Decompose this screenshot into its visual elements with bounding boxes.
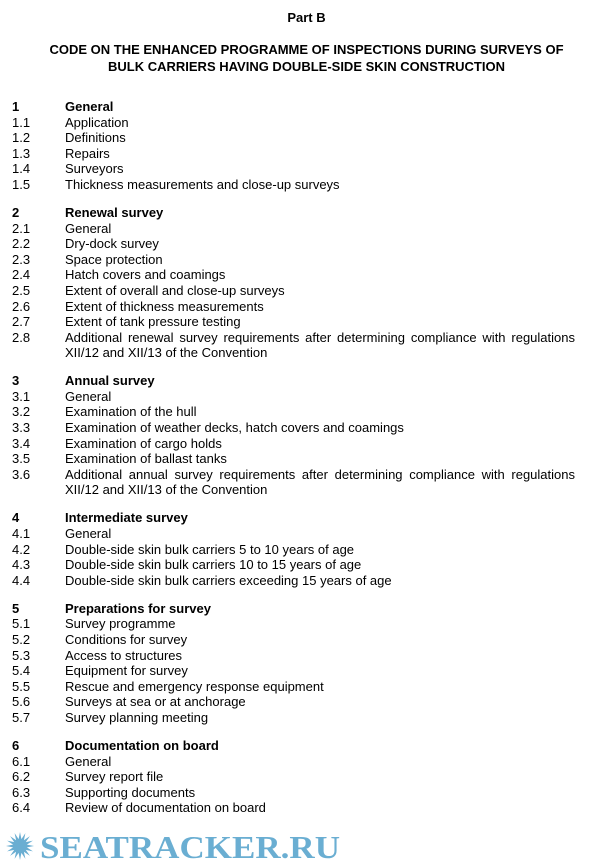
- item-text: Thickness measurements and close-up surveys: [65, 176, 340, 192]
- item-text: Surveys at sea or at anchorage: [65, 694, 246, 710]
- item-text: Examination of the hull: [65, 404, 197, 420]
- toc-item: [12, 769, 575, 785]
- item-number: 5.6: [12, 694, 31, 710]
- item-number: 5.5: [12, 678, 31, 694]
- part-heading: Part B: [287, 10, 326, 25]
- item-text: Dry-dock survey: [65, 236, 159, 252]
- item-number: 5.1: [12, 616, 31, 632]
- item-text: Surveyors: [65, 161, 124, 177]
- item-number: 5.2: [12, 631, 31, 647]
- section-title: Documentation on board: [65, 737, 219, 753]
- item-number: 4.2: [12, 541, 31, 557]
- item-text: Space protection: [65, 251, 163, 267]
- toc-item: [12, 800, 575, 816]
- toc-item: [12, 467, 575, 498]
- item-text: Double-side skin bulk carriers 5 to 10 years of age: [65, 541, 355, 557]
- section-title: Annual survey: [65, 373, 155, 389]
- item-number: 4.1: [12, 526, 31, 542]
- table-of-contents: [12, 99, 575, 828]
- document-title: [20, 41, 593, 75]
- item-number: 6.1: [12, 753, 31, 769]
- section-number: 6: [12, 737, 20, 753]
- section-heading: [12, 738, 575, 754]
- item-number: 2.5: [12, 282, 31, 298]
- toc-item: [12, 694, 575, 710]
- section-heading: [12, 510, 575, 526]
- item-text: Review of documentation on board: [65, 800, 266, 816]
- item-number: 1.4: [12, 161, 31, 177]
- item-number: 3.3: [12, 420, 31, 436]
- item-text: Examination of ballast tanks: [65, 451, 227, 467]
- item-text: Examination of cargo holds: [65, 435, 222, 451]
- toc-item: [12, 314, 575, 330]
- toc-section: [12, 601, 575, 726]
- item-number: 4.3: [12, 557, 31, 573]
- section-title: Intermediate survey: [65, 510, 188, 526]
- section-number: 3: [12, 373, 20, 389]
- section-heading: [12, 99, 575, 115]
- watermark-text: SEATRACKER.RU: [40, 831, 340, 860]
- toc-item: [12, 451, 575, 467]
- item-number: 1.5: [12, 176, 31, 192]
- toc-item: [12, 679, 575, 695]
- toc-section: [12, 205, 575, 361]
- item-number: 2.6: [12, 298, 31, 314]
- item-number: 1.3: [12, 145, 31, 161]
- item-number: 6.3: [12, 784, 31, 800]
- item-text: Double-side skin bulk carriers 10 to 15 years of age: [65, 557, 362, 573]
- item-text: Rescue and emergency response equipment: [65, 678, 324, 694]
- item-number: 1.1: [12, 114, 31, 130]
- toc-item: [12, 177, 575, 193]
- section-number: 4: [12, 510, 20, 526]
- item-number: 3.1: [12, 388, 31, 404]
- toc-item: [12, 616, 575, 632]
- title-line: BULK CARRIERS HAVING DOUBLE-SIDE SKIN CONSTRUCTION: [108, 59, 505, 74]
- toc-item: [12, 283, 575, 299]
- toc-item: [12, 161, 575, 177]
- item-text: Survey planning meeting: [65, 709, 209, 725]
- item-number: 3.5: [12, 451, 31, 467]
- toc-item: [12, 754, 575, 770]
- item-text: General: [65, 388, 112, 404]
- item-text: Conditions for survey: [65, 631, 188, 647]
- toc-item: [12, 146, 575, 162]
- toc-item: [12, 252, 575, 268]
- item-text: Extent of thickness measurements: [65, 298, 264, 314]
- toc-item: [12, 526, 575, 542]
- toc-item: [12, 130, 575, 146]
- toc-item: [12, 236, 575, 252]
- item-number: 3.2: [12, 404, 31, 420]
- toc-item: [12, 221, 575, 237]
- item-text: Survey programme: [65, 616, 176, 632]
- sunburst-icon: [6, 832, 34, 860]
- item-number: 2.1: [12, 220, 31, 236]
- item-text: Definitions: [65, 130, 126, 146]
- item-number: 5.4: [12, 663, 31, 679]
- toc-section: [12, 99, 575, 193]
- item-text: Additional annual survey requirements after determining compliance with regulations XII/12 and XII/13 of the Convention: [65, 466, 575, 498]
- item-number: 2.3: [12, 251, 31, 267]
- item-number: 1.2: [12, 130, 31, 146]
- item-number: 2.2: [12, 236, 31, 252]
- item-text: Hatch covers and coamings: [65, 267, 226, 283]
- watermark-logo: [0, 831, 613, 860]
- item-text: Examination of weather decks, hatch covers and coamings: [65, 420, 404, 436]
- item-number: 2.7: [12, 314, 31, 330]
- toc-item: [12, 389, 575, 405]
- item-number: 3.4: [12, 435, 31, 451]
- toc-section: [12, 738, 575, 816]
- toc-item: [12, 573, 575, 589]
- title-line: CODE ON THE ENHANCED PROGRAMME OF INSPECTIONS DURING SURVEYS OF: [49, 42, 564, 57]
- item-number: 2.4: [12, 267, 31, 283]
- toc-item: [12, 299, 575, 315]
- item-number: 5.7: [12, 709, 31, 725]
- toc-item: [12, 710, 575, 726]
- item-text: Additional renewal survey requirements after determining compliance with regulations XII/12 and XII/13 of the Convention: [65, 329, 575, 361]
- item-number: 3.6: [12, 466, 31, 482]
- item-text: Repairs: [65, 145, 110, 161]
- item-text: General: [65, 753, 112, 769]
- item-text: Extent of overall and close-up surveys: [65, 282, 285, 298]
- section-title: Renewal survey: [65, 204, 164, 220]
- section-title: Preparations for survey: [65, 600, 211, 616]
- section-number: 2: [12, 204, 20, 220]
- item-text: General: [65, 220, 112, 236]
- toc-item: [12, 404, 575, 420]
- item-text: Supporting documents: [65, 784, 196, 800]
- item-number: 2.8: [12, 329, 31, 345]
- item-number: 4.4: [12, 572, 31, 588]
- toc-item: [12, 542, 575, 558]
- toc-item: [12, 663, 575, 679]
- toc-item: [12, 785, 575, 801]
- toc-item: [12, 557, 575, 573]
- section-heading: [12, 601, 575, 617]
- item-text: Application: [65, 114, 129, 130]
- section-heading: [12, 373, 575, 389]
- toc-item: [12, 420, 575, 436]
- toc-item: [12, 115, 575, 131]
- section-number: 1: [12, 99, 20, 114]
- section-number: 5: [12, 600, 20, 616]
- item-number: 6.4: [12, 800, 31, 816]
- item-text: General: [65, 526, 112, 542]
- section-heading: [12, 205, 575, 221]
- item-text: Extent of tank pressure testing: [65, 314, 241, 330]
- toc-item: [12, 267, 575, 283]
- item-text: Double-side skin bulk carriers exceeding 15 years of age: [65, 572, 392, 588]
- item-number: 6.2: [12, 769, 31, 785]
- toc-section: [12, 373, 575, 498]
- toc-item: [12, 436, 575, 452]
- item-number: 5.3: [12, 647, 31, 663]
- toc-item: [12, 648, 575, 664]
- section-title: General: [65, 99, 114, 114]
- item-text: Equipment for survey: [65, 663, 188, 679]
- toc-section: [12, 510, 575, 588]
- item-text: Survey report file: [65, 769, 164, 785]
- item-text: Access to structures: [65, 647, 183, 663]
- toc-item: [12, 330, 575, 361]
- toc-item: [12, 632, 575, 648]
